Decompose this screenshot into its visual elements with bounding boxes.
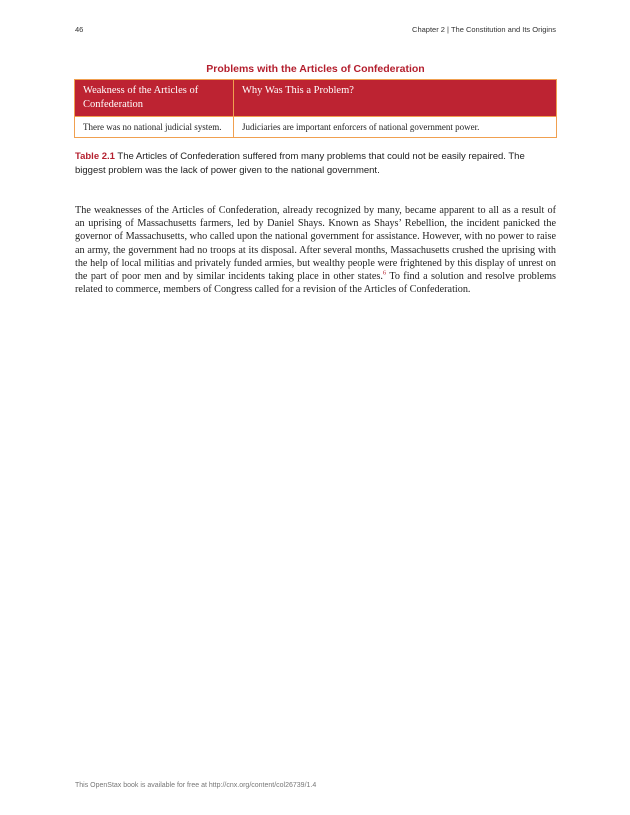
table-cell-problem: Judiciaries are important enforcers of national government power. <box>234 117 557 138</box>
table-header-row <box>75 80 557 117</box>
paragraph-text-continued: To find a solution and resolve problems related to commerce, members of Congress called for a revision of the Articles of Confederation. <box>75 271 556 296</box>
page-number: 46 <box>75 25 84 34</box>
table-caption <box>75 150 556 177</box>
column-header-problem: Why Was This a Problem? <box>234 80 557 117</box>
body-paragraph <box>75 204 556 296</box>
table-title: Problems with the Articles of Confederation <box>206 63 425 75</box>
running-head: Chapter 2 | The Constitution and Its Origins <box>412 25 556 34</box>
caption-text: The Articles of Confederation suffered from many problems that could not be easily repaired. The biggest problem was the lack of power given to the national government. <box>75 151 525 176</box>
table-row <box>75 117 557 138</box>
page-header <box>75 25 556 37</box>
paragraph-text: The weaknesses of the Articles of Confederation, already recognized by many, became apparent to all as a result of an uprising of Massachusetts farmers, led by Daniel Shays. Known as Shays’ Rebellion, the incident panicked the governor of Massachusetts, who called upon the national government for assistance. However, with no power to raise an army, the government had no troops at its disposal. After several months, Massachusetts crushed the uprising with the help of local militias and privately funded armies, but wealthy people were frightened by this display of unrest on the part of poor men and by similar incidents taking place in other states. <box>75 205 556 283</box>
table-cell-weakness: There was no national judicial system. <box>75 117 234 138</box>
footnote-reference-link[interactable]: 6 <box>382 269 387 277</box>
caption-label: Table 2.1 <box>75 151 115 162</box>
articles-problems-table <box>74 79 557 138</box>
column-header-weakness: Weakness of the Articles of Confederation <box>75 80 234 117</box>
page-footer: This OpenStax book is available for free at http://cnx.org/content/col26739/1.4 <box>75 782 317 789</box>
